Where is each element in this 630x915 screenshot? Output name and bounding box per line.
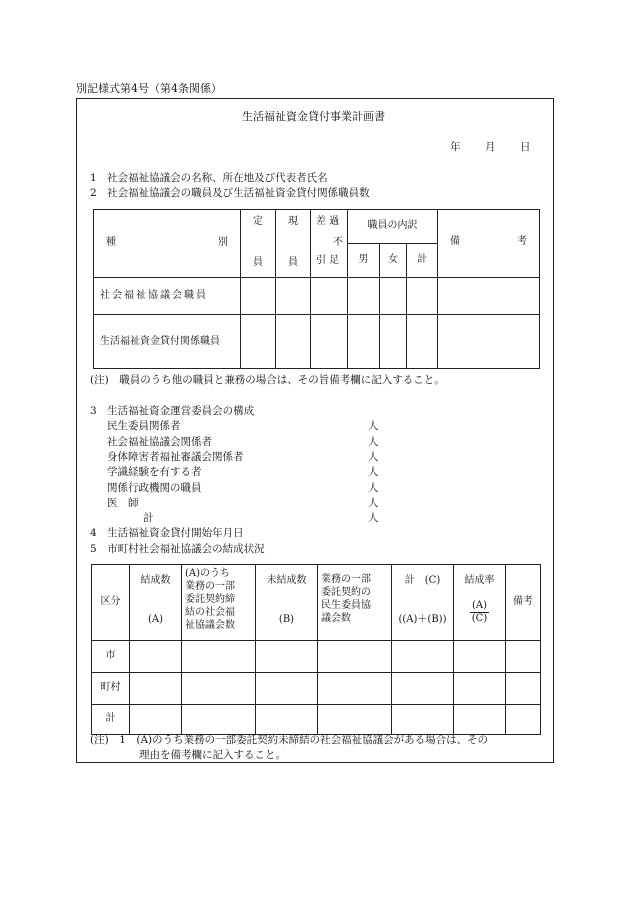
kesseisu-sub: (A) bbox=[147, 613, 164, 625]
mikessei-sub: (B) bbox=[278, 613, 295, 625]
committee-item-label: 身体障害者福祉審議会関係者 bbox=[107, 451, 244, 463]
committee-item-unit: 人 bbox=[368, 512, 379, 524]
form-title: 生活福祉資金貸付事業計画書 bbox=[242, 110, 385, 123]
committee-item-unit: 人 bbox=[368, 420, 379, 432]
genin-top: 現 bbox=[288, 216, 298, 227]
committee-item-unit: 人 bbox=[368, 482, 379, 494]
date-month: 月 bbox=[485, 141, 496, 153]
kabusoku-mid: 不 bbox=[333, 236, 343, 248]
kabusoku-header bbox=[311, 210, 348, 278]
form-number: 別記様式第4号（第4条関係） bbox=[76, 82, 222, 95]
a-line1: (A)のうち bbox=[185, 568, 231, 579]
type-left: 種 bbox=[106, 237, 116, 249]
date-day: 日 bbox=[520, 141, 531, 153]
remarks-header bbox=[438, 210, 540, 278]
teiin-header bbox=[241, 210, 276, 278]
kesseisu-header bbox=[130, 565, 182, 641]
a-line5: 祉協議会数 bbox=[185, 620, 235, 631]
table-row bbox=[94, 315, 540, 369]
remarks-left: 備 bbox=[450, 236, 460, 247]
teiin-top: 定 bbox=[253, 216, 263, 227]
note-1: (注) 職員のうち他の職員と兼務の場合は、その旨備考欄に記入すること。 bbox=[90, 374, 445, 386]
a-line4: 結の社会福 bbox=[185, 607, 235, 618]
item-1: 1 社会福祉協議会の名称、所在地及び代表者氏名 bbox=[90, 172, 328, 184]
note-2-line2: 理由を備考欄に記入すること。 bbox=[139, 749, 286, 761]
a-header bbox=[182, 565, 256, 641]
type-right: 別 bbox=[218, 237, 228, 249]
gyomu-line4: 議会数 bbox=[321, 613, 351, 624]
gyomu-line2: 委託契約の bbox=[321, 587, 371, 598]
gyomu-line1: 業務の一部 bbox=[321, 574, 371, 585]
committee-item-unit: 人 bbox=[368, 497, 379, 509]
staff-table bbox=[93, 209, 540, 369]
gyomu-line3: 民生委員協 bbox=[321, 600, 371, 611]
type-header bbox=[94, 210, 241, 278]
mikessei-header bbox=[256, 565, 318, 641]
formation-table bbox=[91, 564, 541, 735]
a-line2: 業務の一部 bbox=[185, 581, 235, 592]
item-5: 5 市町村社会福祉協議会の結成状況 bbox=[90, 543, 265, 555]
teiin-bottom: 員 bbox=[253, 256, 263, 268]
item-4: 4 生活福祉資金貸付開始年月日 bbox=[90, 527, 244, 539]
ritsu-numerator: (A) bbox=[470, 600, 489, 614]
row2-label: 生活福祉資金貸付関係職員 bbox=[94, 315, 241, 369]
item-2: 2 社会福祉協議会の職員及び生活福祉資金貸付関係職員数 bbox=[90, 187, 370, 199]
table-row bbox=[92, 641, 541, 673]
table-row bbox=[92, 673, 541, 705]
committee-item-label: 医 師 bbox=[107, 497, 139, 509]
committee-item-label: 計 bbox=[143, 512, 154, 524]
table-row bbox=[92, 705, 541, 735]
kei-sub: ((A)＋(B)) bbox=[398, 613, 447, 625]
row-label-shi: 市 bbox=[92, 641, 130, 673]
date-year: 年 bbox=[450, 141, 461, 153]
row-label-chouson: 町村 bbox=[92, 673, 130, 705]
committee-item-unit: 人 bbox=[368, 466, 379, 478]
row1-label: 社会福祉協議会職員 bbox=[94, 278, 241, 315]
kei-header bbox=[392, 565, 454, 641]
item-3: 3 生活福祉資金運営委員会の構成 bbox=[90, 405, 255, 417]
breakdown-header: 職員の内訳 bbox=[348, 210, 438, 244]
committee-item-label: 民生委員関係者 bbox=[107, 420, 181, 432]
committee-item-unit: 人 bbox=[368, 436, 379, 448]
table-row bbox=[94, 278, 540, 315]
total-header: 計 bbox=[407, 244, 438, 278]
genin-bottom: 員 bbox=[288, 256, 298, 268]
kabusoku-top: 差 過 bbox=[316, 216, 340, 227]
ritsu-header bbox=[454, 565, 506, 641]
committee-item-unit: 人 bbox=[368, 451, 379, 463]
female-header: 女 bbox=[380, 244, 407, 278]
ritsu-label: 結成率 bbox=[464, 575, 495, 586]
committee-item-label: 社会福祉協議会関係者 bbox=[107, 436, 212, 448]
mikessei-label: 未結成数 bbox=[266, 575, 307, 586]
ritsu-denominator: (C) bbox=[471, 613, 488, 624]
row-label-total: 計 bbox=[92, 705, 130, 735]
kubun-header: 区分 bbox=[92, 565, 130, 641]
genin-header bbox=[276, 210, 311, 278]
committee-item-label: 関係行政機関の職員 bbox=[107, 482, 202, 494]
kei-label: 計 (C) bbox=[404, 575, 441, 586]
kesseisu-label: 結成数 bbox=[140, 575, 171, 586]
gyomu-header bbox=[318, 565, 392, 641]
biko-header: 備考 bbox=[506, 565, 541, 641]
kabusoku-bottom: 引 足 bbox=[316, 255, 340, 266]
male-header: 男 bbox=[348, 244, 380, 278]
remarks-right: 考 bbox=[517, 236, 527, 247]
committee-item-label: 学識経験を有する者 bbox=[107, 466, 202, 478]
a-line3: 委託契約締 bbox=[185, 594, 235, 605]
note-2-line1: (注) 1 (A)のうち業務の一部委託契約未締結の社会福祉協議会がある場合は、その bbox=[90, 734, 489, 746]
